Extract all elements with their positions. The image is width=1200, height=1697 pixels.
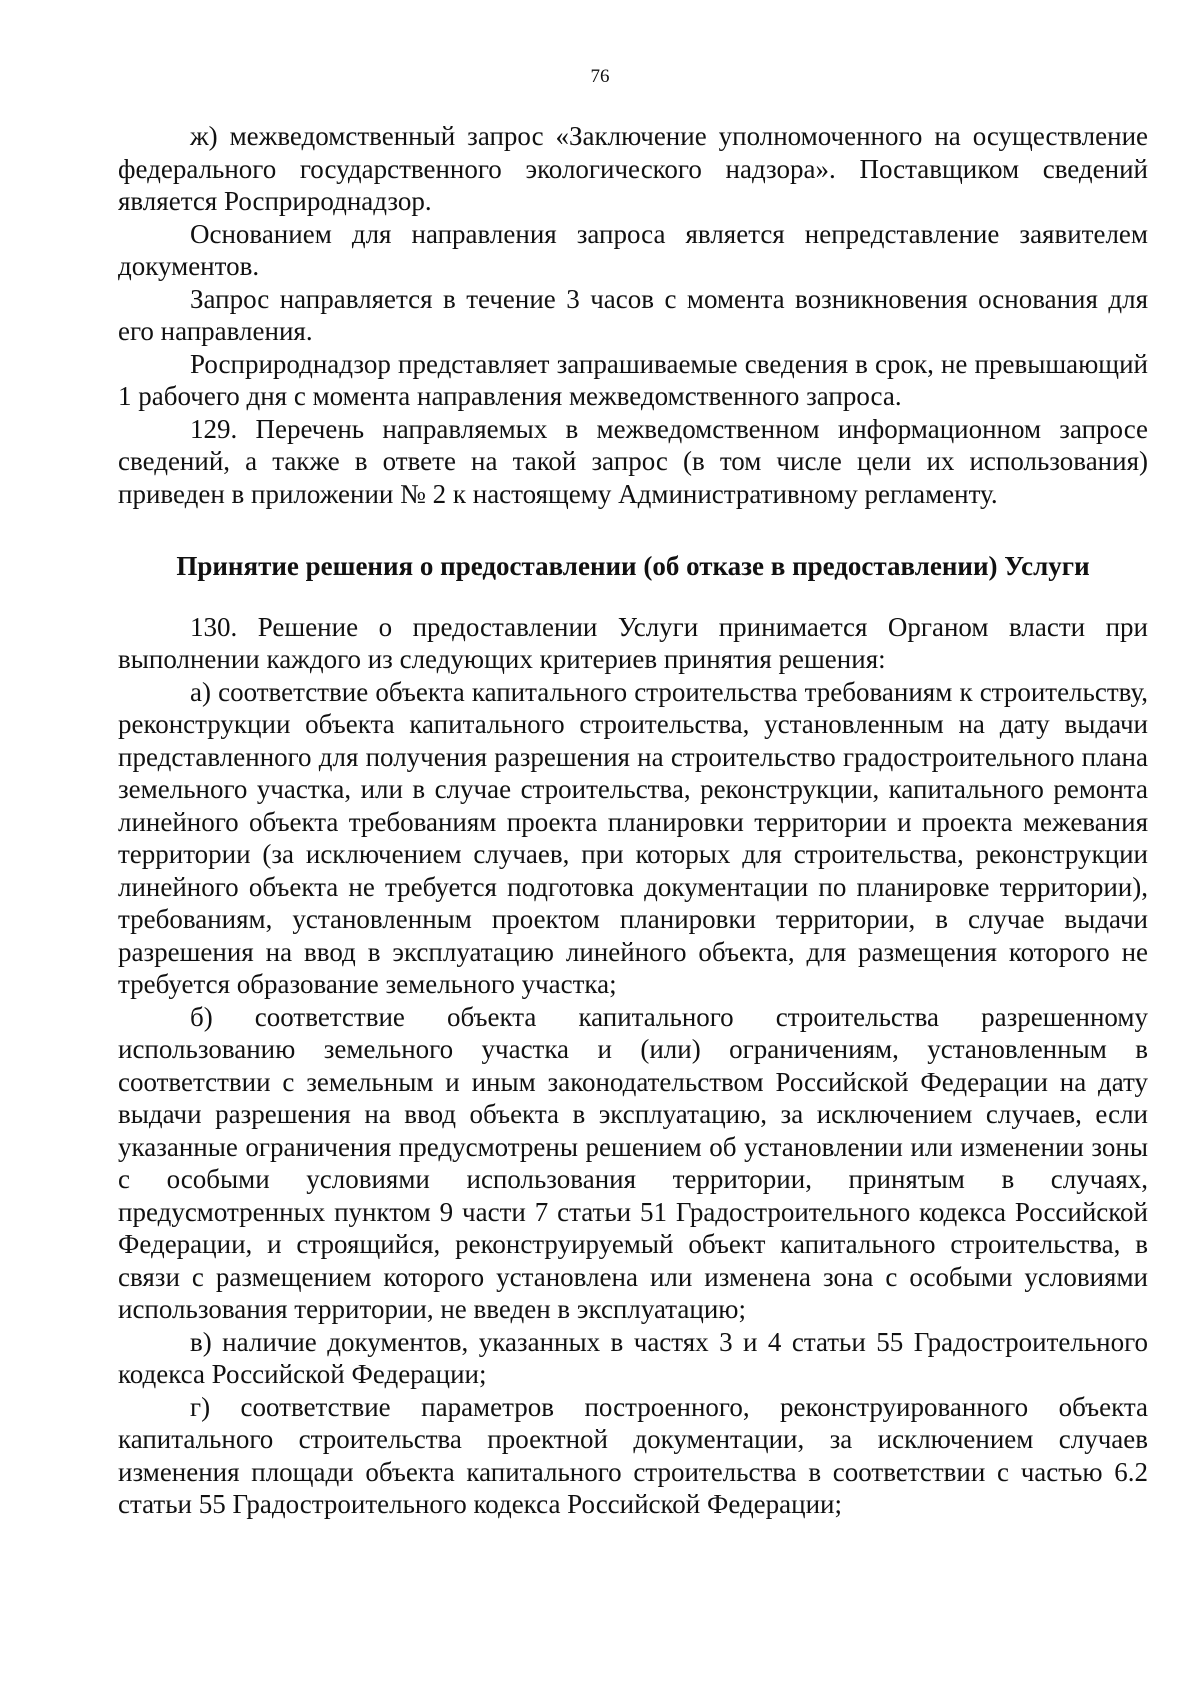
section-heading: Принятие решения о предоставлении (об отказе в предоставлении) Услуги: [176, 551, 1090, 581]
paragraph-130: 130. Решение о предоставлении Услуги принимается Органом власти при выполнении каждого из следующих критериев принятия решения:: [118, 611, 1148, 674]
paragraph-zh-interagency-request: ж) межведомственный запрос «Заключение уполномоченного на осуществление федерального государственного экологического надзора». Поставщиком сведений является Росприроднадзор.: [118, 121, 1148, 216]
paragraph-129: 129. Перечень направляемых в межведомственном информационном запросе сведений, а также в ответе на такой запрос (в том числе цели их использования) приведен в приложении № 2 к настоящему Административному регламенту.: [118, 413, 1148, 509]
paragraph-request-timing: Запрос направляется в течение 3 часов с момента возникновения основания для его направления.: [118, 283, 1148, 346]
criterion-a: а) соответствие объекта капитального строительства требованиям к строительству, реконструкции объекта капитального строительства, установленным на дату выдачи представленного для получения разрешения на строительство градостроительного плана земельного участка, или в случае строительства, реконструкции, капитального ремонта линейного объекта требованиям проекта планировки территории и проекта межевания территории (за исключением случаев, при которых для строительства, реконструкции линейного объекта не требуется подготовка документации по планировке территории), требованиям, установленным проектом планировки территории, в случае выдачи разрешения на ввод в эксплуатацию линейного объекта, для размещения которого не требуется образование земельного участка;: [118, 676, 1148, 999]
paragraph-request-basis: Основанием для направления запроса является непредставление заявителем документов.: [118, 218, 1148, 281]
criterion-b: б) соответствие объекта капитального строительства разрешенному использованию земельного участка и (или) ограничениям, установленным в соответствии с земельным и иным законодательством Российской Федерации на дату выдачи разрешения на ввод объекта в эксплуатацию, за исключением случаев, если указанные ограничения предусмотрены решением об установлении или изменении зоны с особыми условиями использования территории, принятым в случаях, предусмотренных пунктом 9 части 7 статьи 51 Градостроительного кодекса Российской Федерации, и строящийся, реконструируемый объект капитального строительства, в связи с размещением которого установлена или изменена зона с особыми условиями использования территории, не введен в эксплуатацию;: [118, 1001, 1148, 1324]
criterion-g: г) соответствие параметров построенного, реконструированного объекта капитального строительства проектной документации, за исключением случаев изменения площади объекта капитального строительства в соответствии с частью 6.2 статьи 55 Градостроительного кодекса Российской Федерации;: [118, 1391, 1148, 1519]
page-number: 76: [590, 66, 610, 87]
document-body: [118, 120, 1148, 1521]
criterion-v: в) наличие документов, указанных в частях 3 и 4 статьи 55 Градостроительного кодекса Российской Федерации;: [118, 1326, 1148, 1389]
paragraph-response-deadline: Росприроднадзор представляет запрашиваемые сведения в срок, не превышающий 1 рабочего дня с момента направления межведомственного запроса.: [118, 348, 1148, 411]
